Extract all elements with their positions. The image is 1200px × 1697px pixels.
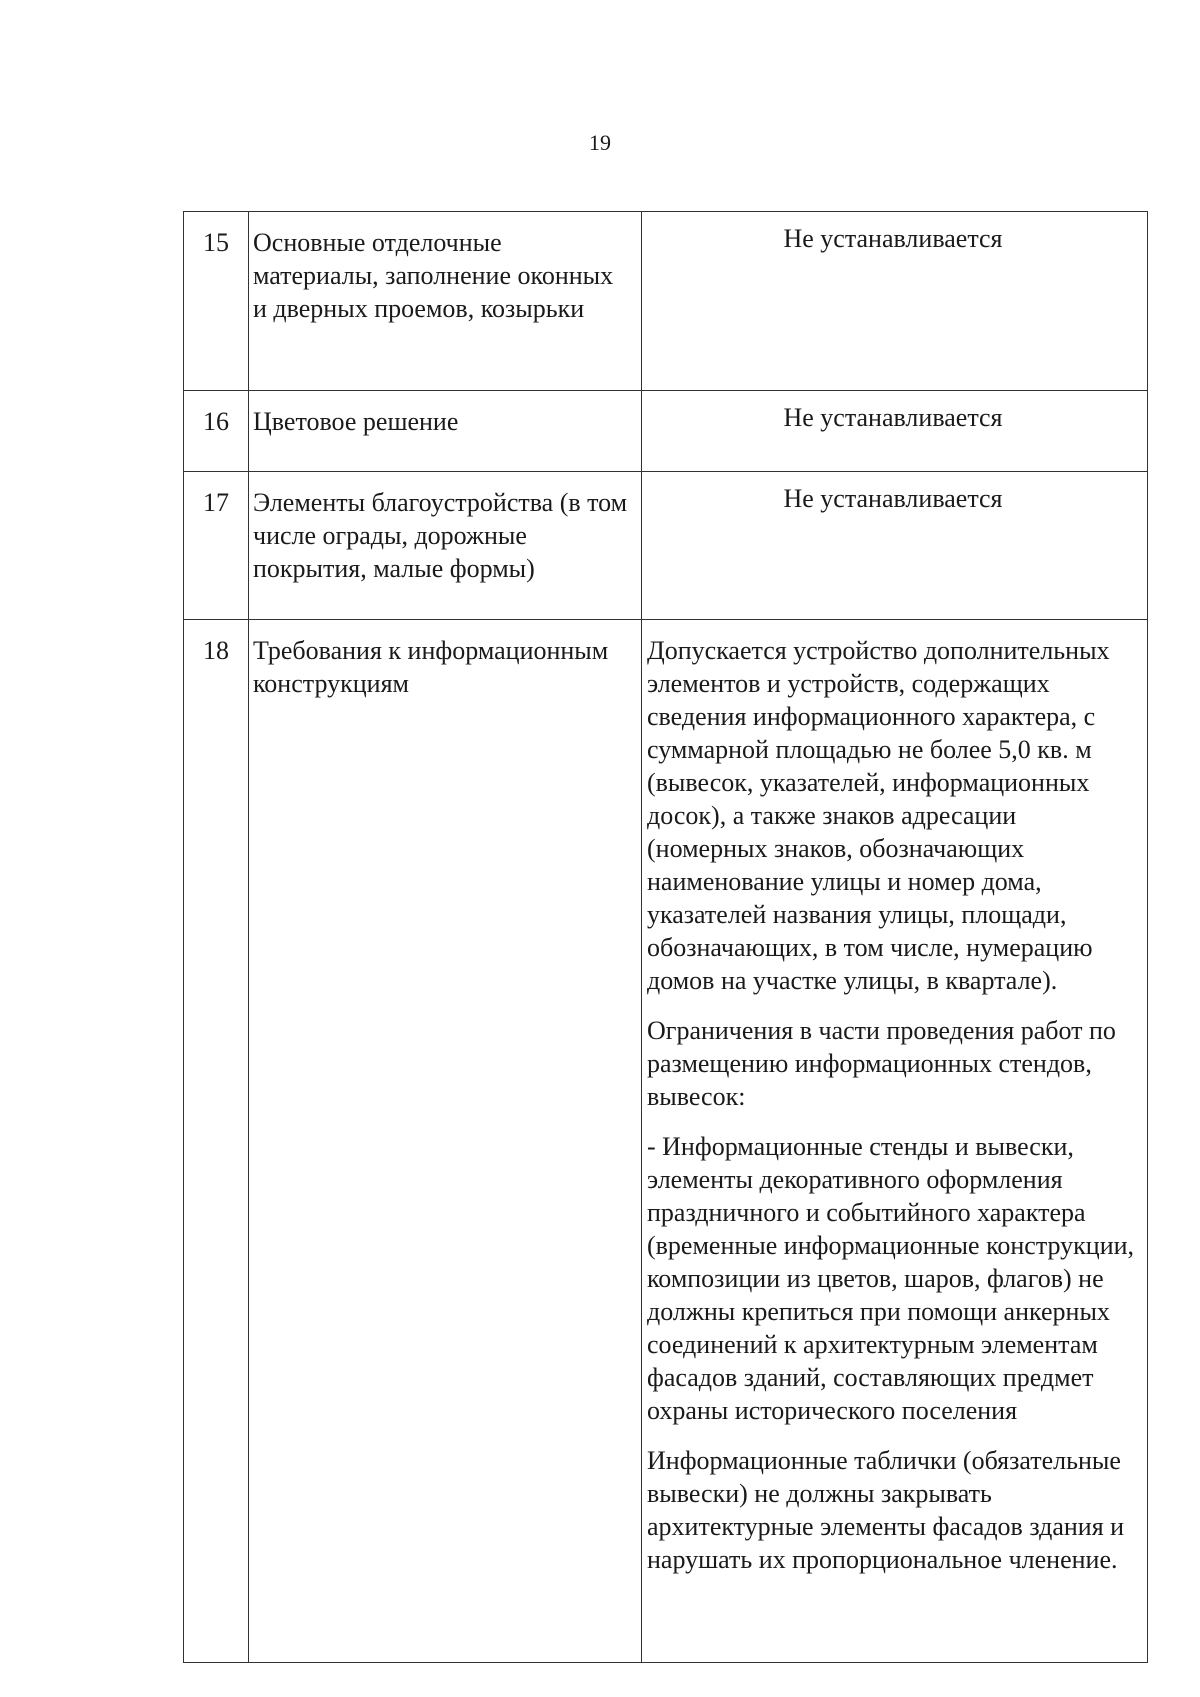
row-number: 16 xyxy=(184,391,249,472)
row-parameter-name: Основные отделочные материалы, заполнение оконных и дверных проемов, козырьки xyxy=(249,212,642,391)
row-value-paragraph: Не устанавливается xyxy=(783,224,1003,253)
table-row xyxy=(184,391,1148,472)
row-value-paragraph: Ограничения в части проведения работ по размещению информационных стендов, вывесок: xyxy=(647,1016,1116,1111)
row-number: 15 xyxy=(184,212,249,391)
page-number: 19 xyxy=(589,130,611,155)
row-value xyxy=(642,620,1148,1663)
row-number: 17 xyxy=(184,472,249,620)
row-number: 18 xyxy=(184,620,249,1663)
table-row xyxy=(184,472,1148,620)
row-value-paragraph: - Информационные стенды и вывески, элементы декоративного оформления праздничного и событийного характера (временные информационные конструкции, композиции из цветов, шаров, флагов) не должны крепиться при помощи анкерных соединений к архитектурным элементам фасадов зданий, составляющих предмет охраны исторического поселения xyxy=(647,1132,1135,1425)
row-value-paragraph: Допускается устройство дополнительных элементов и устройств, содержащих сведения информационного характера, с суммарной площадью не более 5,0 кв. м (вывесок, указателей, информационных досок), а также знаков адресации (номерных знаков, обозначающих наименование улицы и номер дома, указателей названия улицы, площади, обозначающих, в том числе, нумерацию домов на участке улицы, в квартале). xyxy=(647,636,1110,995)
table-row xyxy=(184,620,1148,1663)
table-row xyxy=(184,212,1148,391)
row-parameter-name: Цветовое решение xyxy=(249,391,642,472)
row-value-paragraph: Не устанавливается xyxy=(783,484,1003,513)
row-value xyxy=(642,391,1148,472)
row-value xyxy=(642,212,1148,391)
row-value-paragraph: Не устанавливается xyxy=(783,403,1003,432)
requirements-table xyxy=(183,211,1148,1663)
row-parameter-name: Требования к информационным конструкциям xyxy=(249,620,642,1663)
row-parameter-name: Элементы благоустройства (в том числе ограды, дорожные покрытия, малые формы) xyxy=(249,472,642,620)
row-value-paragraph: Информационные таблички (обязательные вывески) не должны закрывать архитектурные элементы фасадов здания и нарушать их пропорциональное членение. xyxy=(647,1446,1125,1574)
row-value xyxy=(642,472,1148,620)
